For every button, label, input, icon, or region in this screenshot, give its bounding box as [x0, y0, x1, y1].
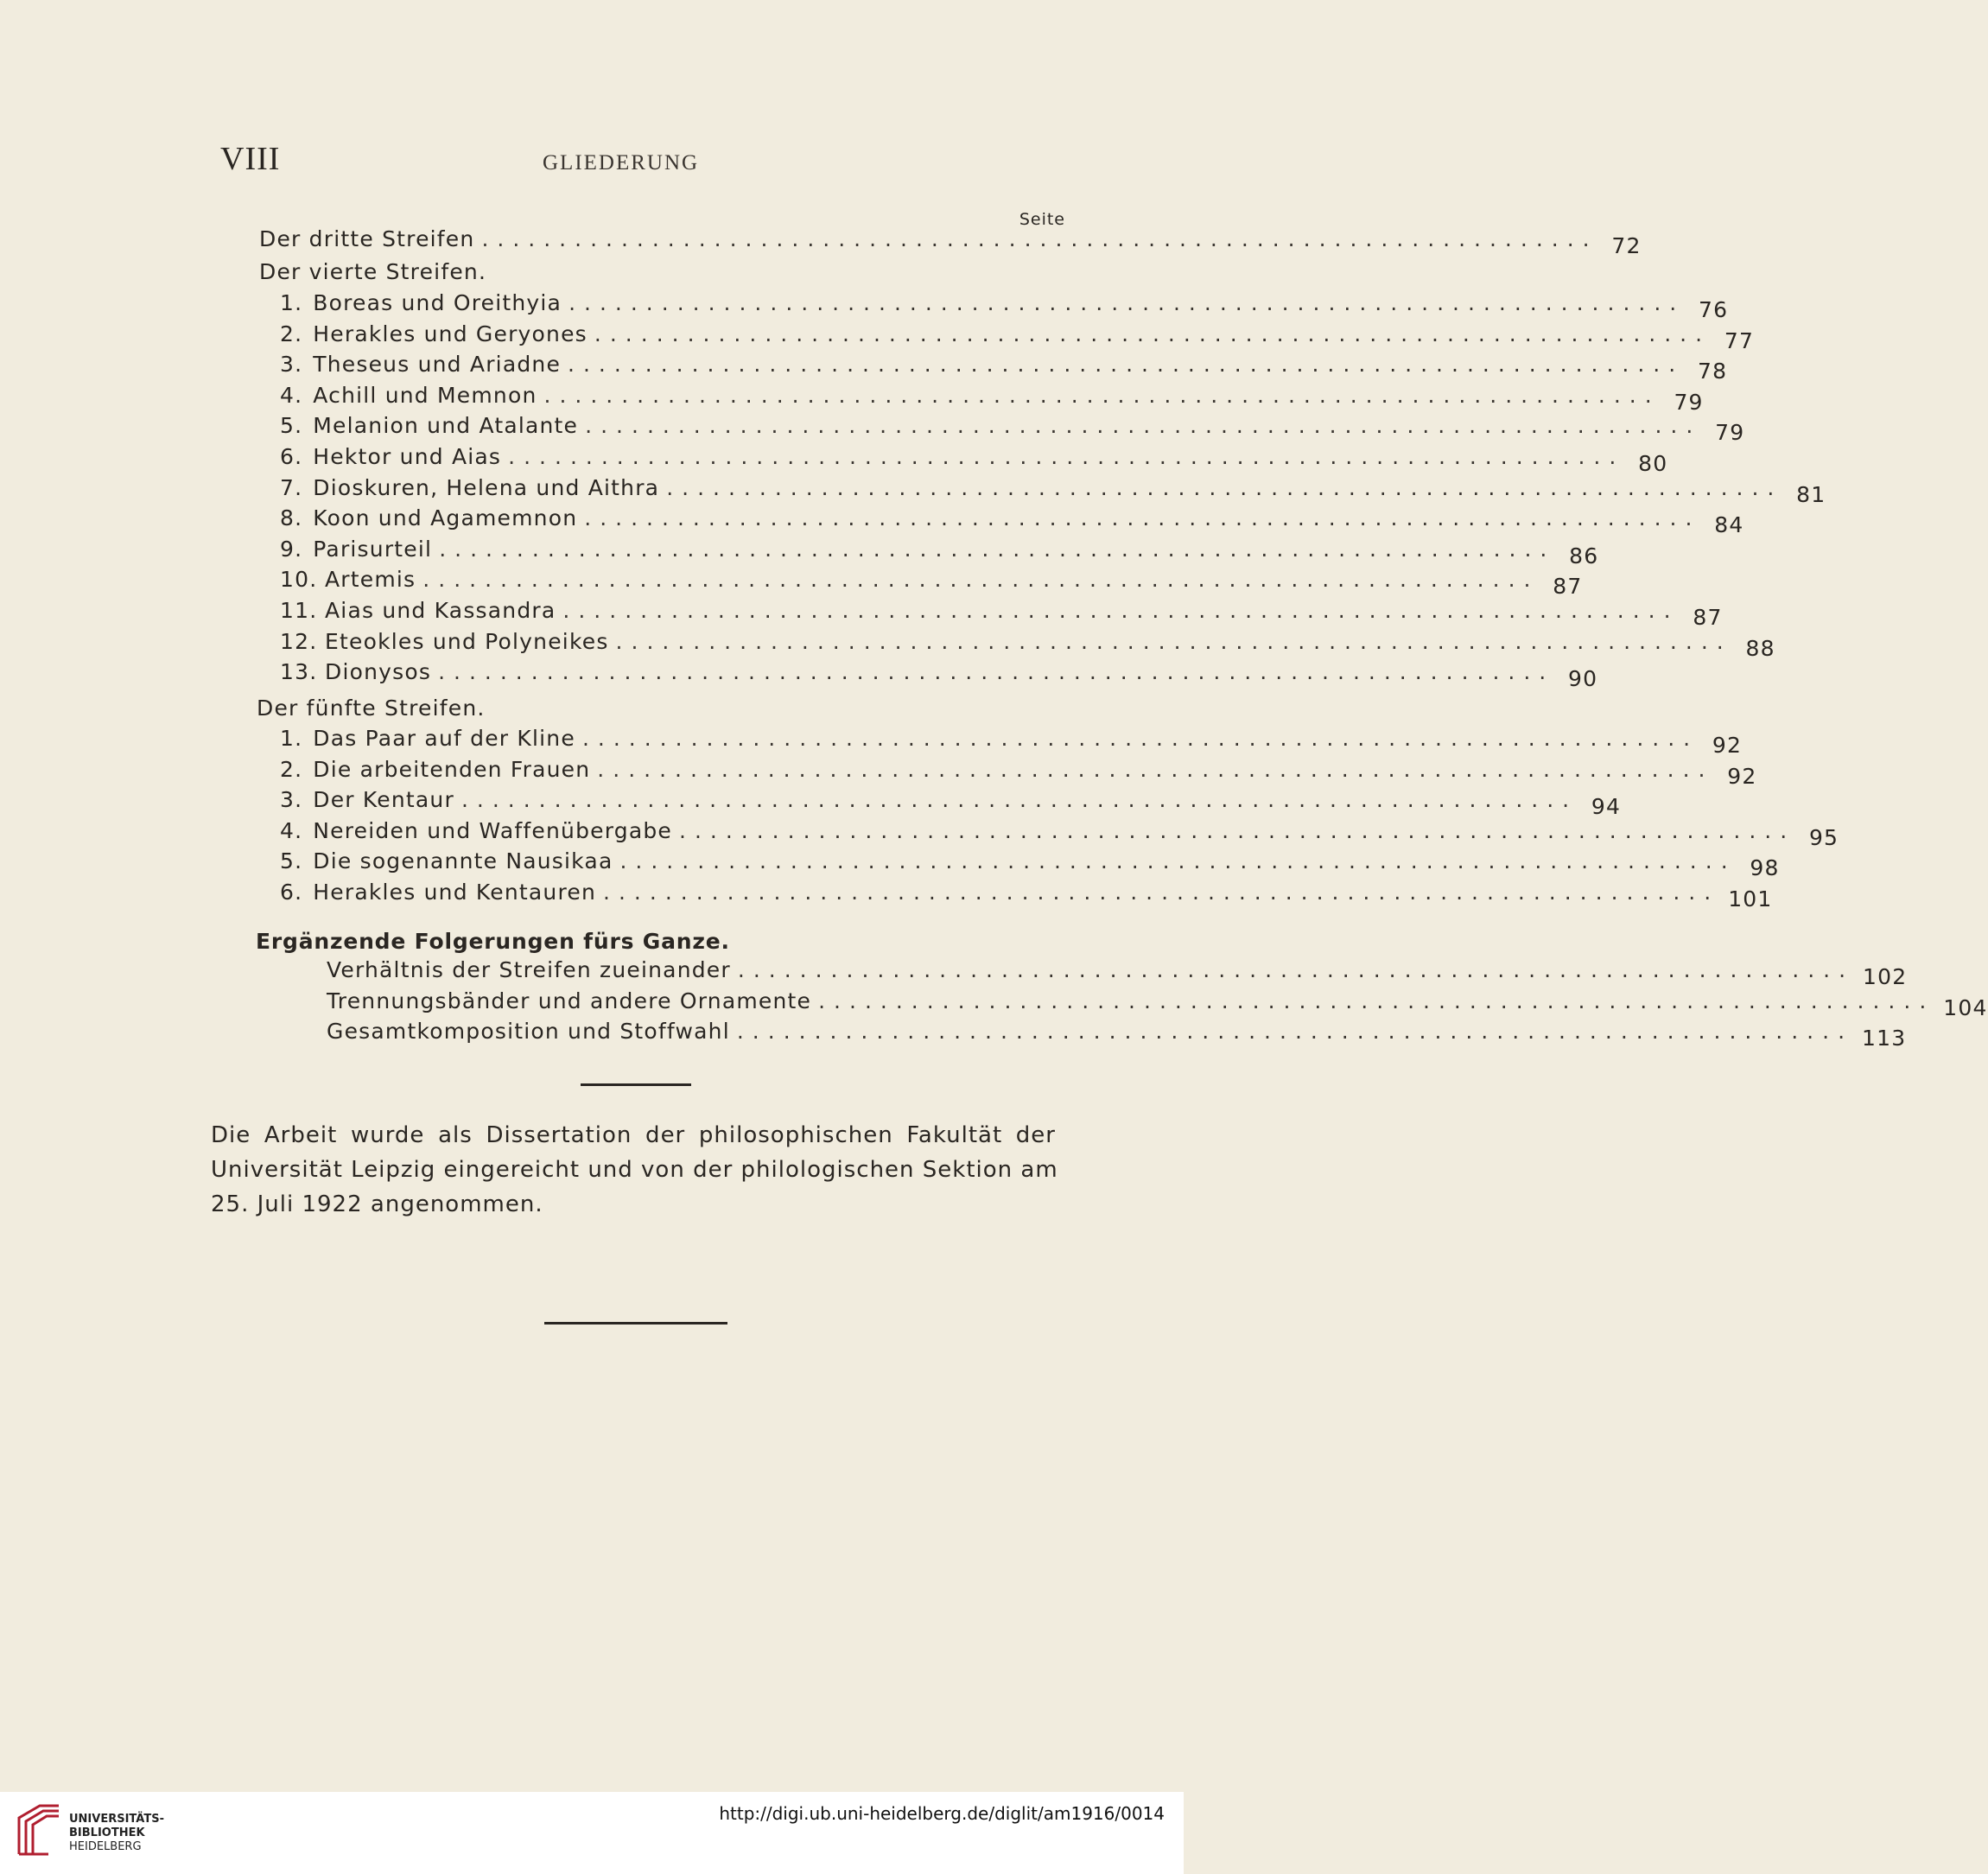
toc-entry-page: 102	[1863, 964, 1908, 989]
toc-entry-title: Koon und Agamemnon	[313, 505, 578, 531]
toc-entry	[280, 567, 1583, 600]
toc-entry-title: Das Paar auf der Kline	[313, 726, 575, 751]
toc-entry-number: 11.	[280, 598, 318, 623]
toc-entry-number: 2.	[280, 321, 303, 346]
toc-entry	[327, 957, 1908, 989]
toc-entry	[280, 880, 1773, 912]
toc-entry-page: 72	[1611, 233, 1642, 258]
toc-entry-page: 94	[1591, 794, 1622, 820]
toc-entry	[280, 444, 1668, 476]
toc-entry-section-3	[259, 226, 1642, 258]
library-logo-icon	[14, 1802, 64, 1858]
toc-entry-number: 4.	[280, 382, 303, 408]
toc-entry-title: Der Kentaur	[313, 787, 454, 813]
toc-leader-dots: ........................................................................	[460, 787, 1578, 813]
toc-entry-title: Theseus und Ariadne	[313, 352, 562, 378]
toc-entry-number: 12.	[280, 628, 318, 654]
toc-entry-page: 86	[1569, 543, 1599, 569]
toc-entry	[280, 290, 1729, 322]
toc-leader-dots: ........................................................................	[666, 474, 1783, 500]
toc-entry-page: 98	[1750, 855, 1780, 881]
toc-leader-dots: ........................................................................	[597, 756, 1714, 782]
toc-entry	[280, 598, 1723, 630]
toc-entry-number: 3.	[280, 787, 303, 813]
toc-entry	[280, 756, 1757, 789]
toc-entry-number: 5.	[280, 848, 303, 874]
toc-entry-title: Eteokles und Polyneikes	[325, 628, 609, 654]
toc-entry-page: 88	[1745, 635, 1775, 661]
toc-entry-title: Die sogenannte Nausikaa	[313, 848, 613, 874]
toc-heading-supplement: Ergänzende Folgerungen fürs Ganze.	[256, 929, 730, 954]
toc-leader-dots: ........................................................................	[543, 382, 1661, 408]
toc-entry-number: 7.	[280, 474, 303, 500]
toc-entry-page: 79	[1674, 389, 1704, 415]
toc-entry	[280, 659, 1598, 692]
toc-leader-dots: ........................................................................	[619, 848, 1737, 874]
toc-entry-page: 80	[1638, 451, 1668, 476]
toc-entry	[327, 1019, 1907, 1051]
toc-leader-dots: ........................................................................	[615, 628, 1732, 654]
toc-entry-title: Herakles und Geryones	[313, 321, 588, 346]
toc-entry-page: 92	[1712, 733, 1743, 758]
running-title: GLIEDERUNG	[543, 151, 700, 175]
toc-entry-title: Boreas und Oreithyia	[313, 290, 562, 315]
toc-entry-title: Parisurteil	[313, 536, 433, 562]
end-rule	[544, 1322, 727, 1325]
toc-entry-title: Dioskuren, Helena und Aithra	[313, 474, 660, 500]
toc-entry-page: 87	[1553, 574, 1583, 600]
toc-entry-title: Der dritte Streifen	[259, 226, 475, 251]
toc-leader-dots: ........................................................................	[679, 817, 1796, 843]
toc-entry-page: 79	[1715, 420, 1745, 446]
toc-entry-page: 87	[1693, 605, 1723, 630]
toc-entry-page: 78	[1697, 359, 1728, 384]
toc-leader-dots: ........................................................................	[594, 321, 1712, 346]
toc-entry-page: 113	[1862, 1026, 1907, 1051]
toc-entry	[280, 413, 1745, 446]
toc-entry-page: 95	[1808, 824, 1839, 850]
logo-text-line3: HEIDELBERG	[69, 1840, 142, 1853]
toc-leader-dots: ........................................................................	[568, 290, 1686, 315]
toc-entry-page: 81	[1796, 481, 1826, 507]
toc-entry-number: 9.	[280, 536, 303, 562]
toc-heading-section-4: Der vierte Streifen.	[259, 259, 487, 284]
toc-entry-number: 3.	[280, 352, 303, 378]
toc-entry	[280, 536, 1599, 569]
toc-entry	[280, 817, 1839, 850]
toc-entry-page: 84	[1714, 512, 1744, 538]
toc-entry	[280, 787, 1622, 820]
toc-leader-dots: ........................................................................	[438, 659, 1555, 685]
toc-entry-number: 6.	[280, 880, 303, 905]
toc-leader-dots: ........................................................................	[568, 352, 1685, 378]
toc-leader-dots: ........................................................................	[736, 1019, 1854, 1045]
toc-entry-title: Achill und Memnon	[313, 382, 537, 408]
toc-entry-number: 4.	[280, 817, 303, 843]
toc-entry-number: 13.	[280, 659, 318, 685]
toc-entry-title: Die arbeitenden Frauen	[313, 756, 591, 782]
toc-leader-dots: ........................................................................	[818, 988, 1935, 1013]
toc-leader-dots: ........................................................................	[585, 413, 1702, 439]
toc-entry-page: 101	[1728, 886, 1773, 912]
separator-rule	[581, 1083, 691, 1086]
toc-leader-dots: ........................................................................	[603, 880, 1720, 905]
toc-entry	[280, 726, 1743, 758]
toc-leader-dots: ........................................................................	[439, 536, 1556, 562]
toc-entry-title: Trennungsbänder und andere Ornamente	[327, 988, 812, 1013]
logo-text-line2: BIBLIOTHEK	[69, 1826, 145, 1839]
toc-entry	[280, 505, 1744, 538]
toc-leader-dots: ........................................................................	[508, 444, 1625, 469]
toc-entry	[280, 321, 1755, 353]
toc-entry-page: 104	[1943, 994, 1988, 1020]
dissertation-note	[211, 1118, 1056, 1222]
toc-entry	[280, 352, 1728, 384]
toc-entry	[280, 848, 1780, 881]
toc-entry-title: Hektor und Aias	[313, 444, 502, 469]
toc-entry-page: 77	[1724, 327, 1755, 353]
toc-entry-title: Herakles und Kentauren	[313, 880, 597, 905]
toc-leader-dots: ........................................................................	[481, 226, 1598, 251]
toc-entry-title: Melanion und Atalante	[313, 413, 579, 439]
toc-entry-title: Artemis	[325, 567, 416, 593]
toc-entry-title: Gesamtkomposition und Stoffwahl	[327, 1019, 730, 1045]
toc-entry-title: Verhältnis der Streifen zueinander	[327, 957, 731, 982]
toc-entry	[327, 988, 1988, 1020]
toc-entry-number: 2.	[280, 756, 303, 782]
toc-entry	[280, 474, 1826, 507]
toc-entry	[280, 382, 1704, 415]
toc-leader-dots: ........................................................................	[581, 726, 1699, 751]
toc-entry-number: 8.	[280, 505, 303, 531]
toc-entry-number: 6.	[280, 444, 303, 469]
toc-leader-dots: ........................................................................	[584, 505, 1701, 531]
toc-entry-page: 90	[1568, 666, 1598, 692]
toc-entry-number: 5.	[280, 413, 303, 439]
toc-entry-number: 10.	[280, 567, 318, 593]
toc-entry-page: 92	[1727, 763, 1757, 789]
toc-entry-number: 1.	[280, 290, 303, 315]
page-number: VIII	[220, 141, 281, 177]
toc-entry-title: Aias und Kassandra	[325, 598, 556, 623]
logo-text-line1: UNIVERSITÄTS-	[69, 1813, 164, 1826]
toc-leader-dots: ........................................................................	[422, 567, 1540, 593]
toc-entry-title: Nereiden und Waffenübergabe	[313, 817, 672, 843]
toc-leader-dots: ........................................................................	[562, 598, 1680, 623]
toc-entry	[280, 628, 1775, 661]
note-line: Die Arbeit wurde als Dissertation der philosophischen Fakultät der	[211, 1122, 1056, 1148]
note-line: Universität Leipzig eingereicht und von der philologischen Sektion am	[211, 1157, 1058, 1183]
toc-entry-page: 76	[1699, 297, 1729, 322]
page-column-label: Seite	[1019, 210, 1065, 229]
toc-leader-dots: ........................................................................	[737, 957, 1855, 982]
source-url-link[interactable]: http://digi.ub.uni-heidelberg.de/diglit/am1916/0014	[719, 1803, 1165, 1824]
toc-entry-number: 1.	[280, 726, 303, 751]
note-line: 25. Juli 1922 angenommen.	[211, 1191, 543, 1217]
toc-heading-section-5: Der fünfte Streifen.	[257, 696, 486, 721]
toc-entry-title: Dionysos	[325, 659, 432, 685]
